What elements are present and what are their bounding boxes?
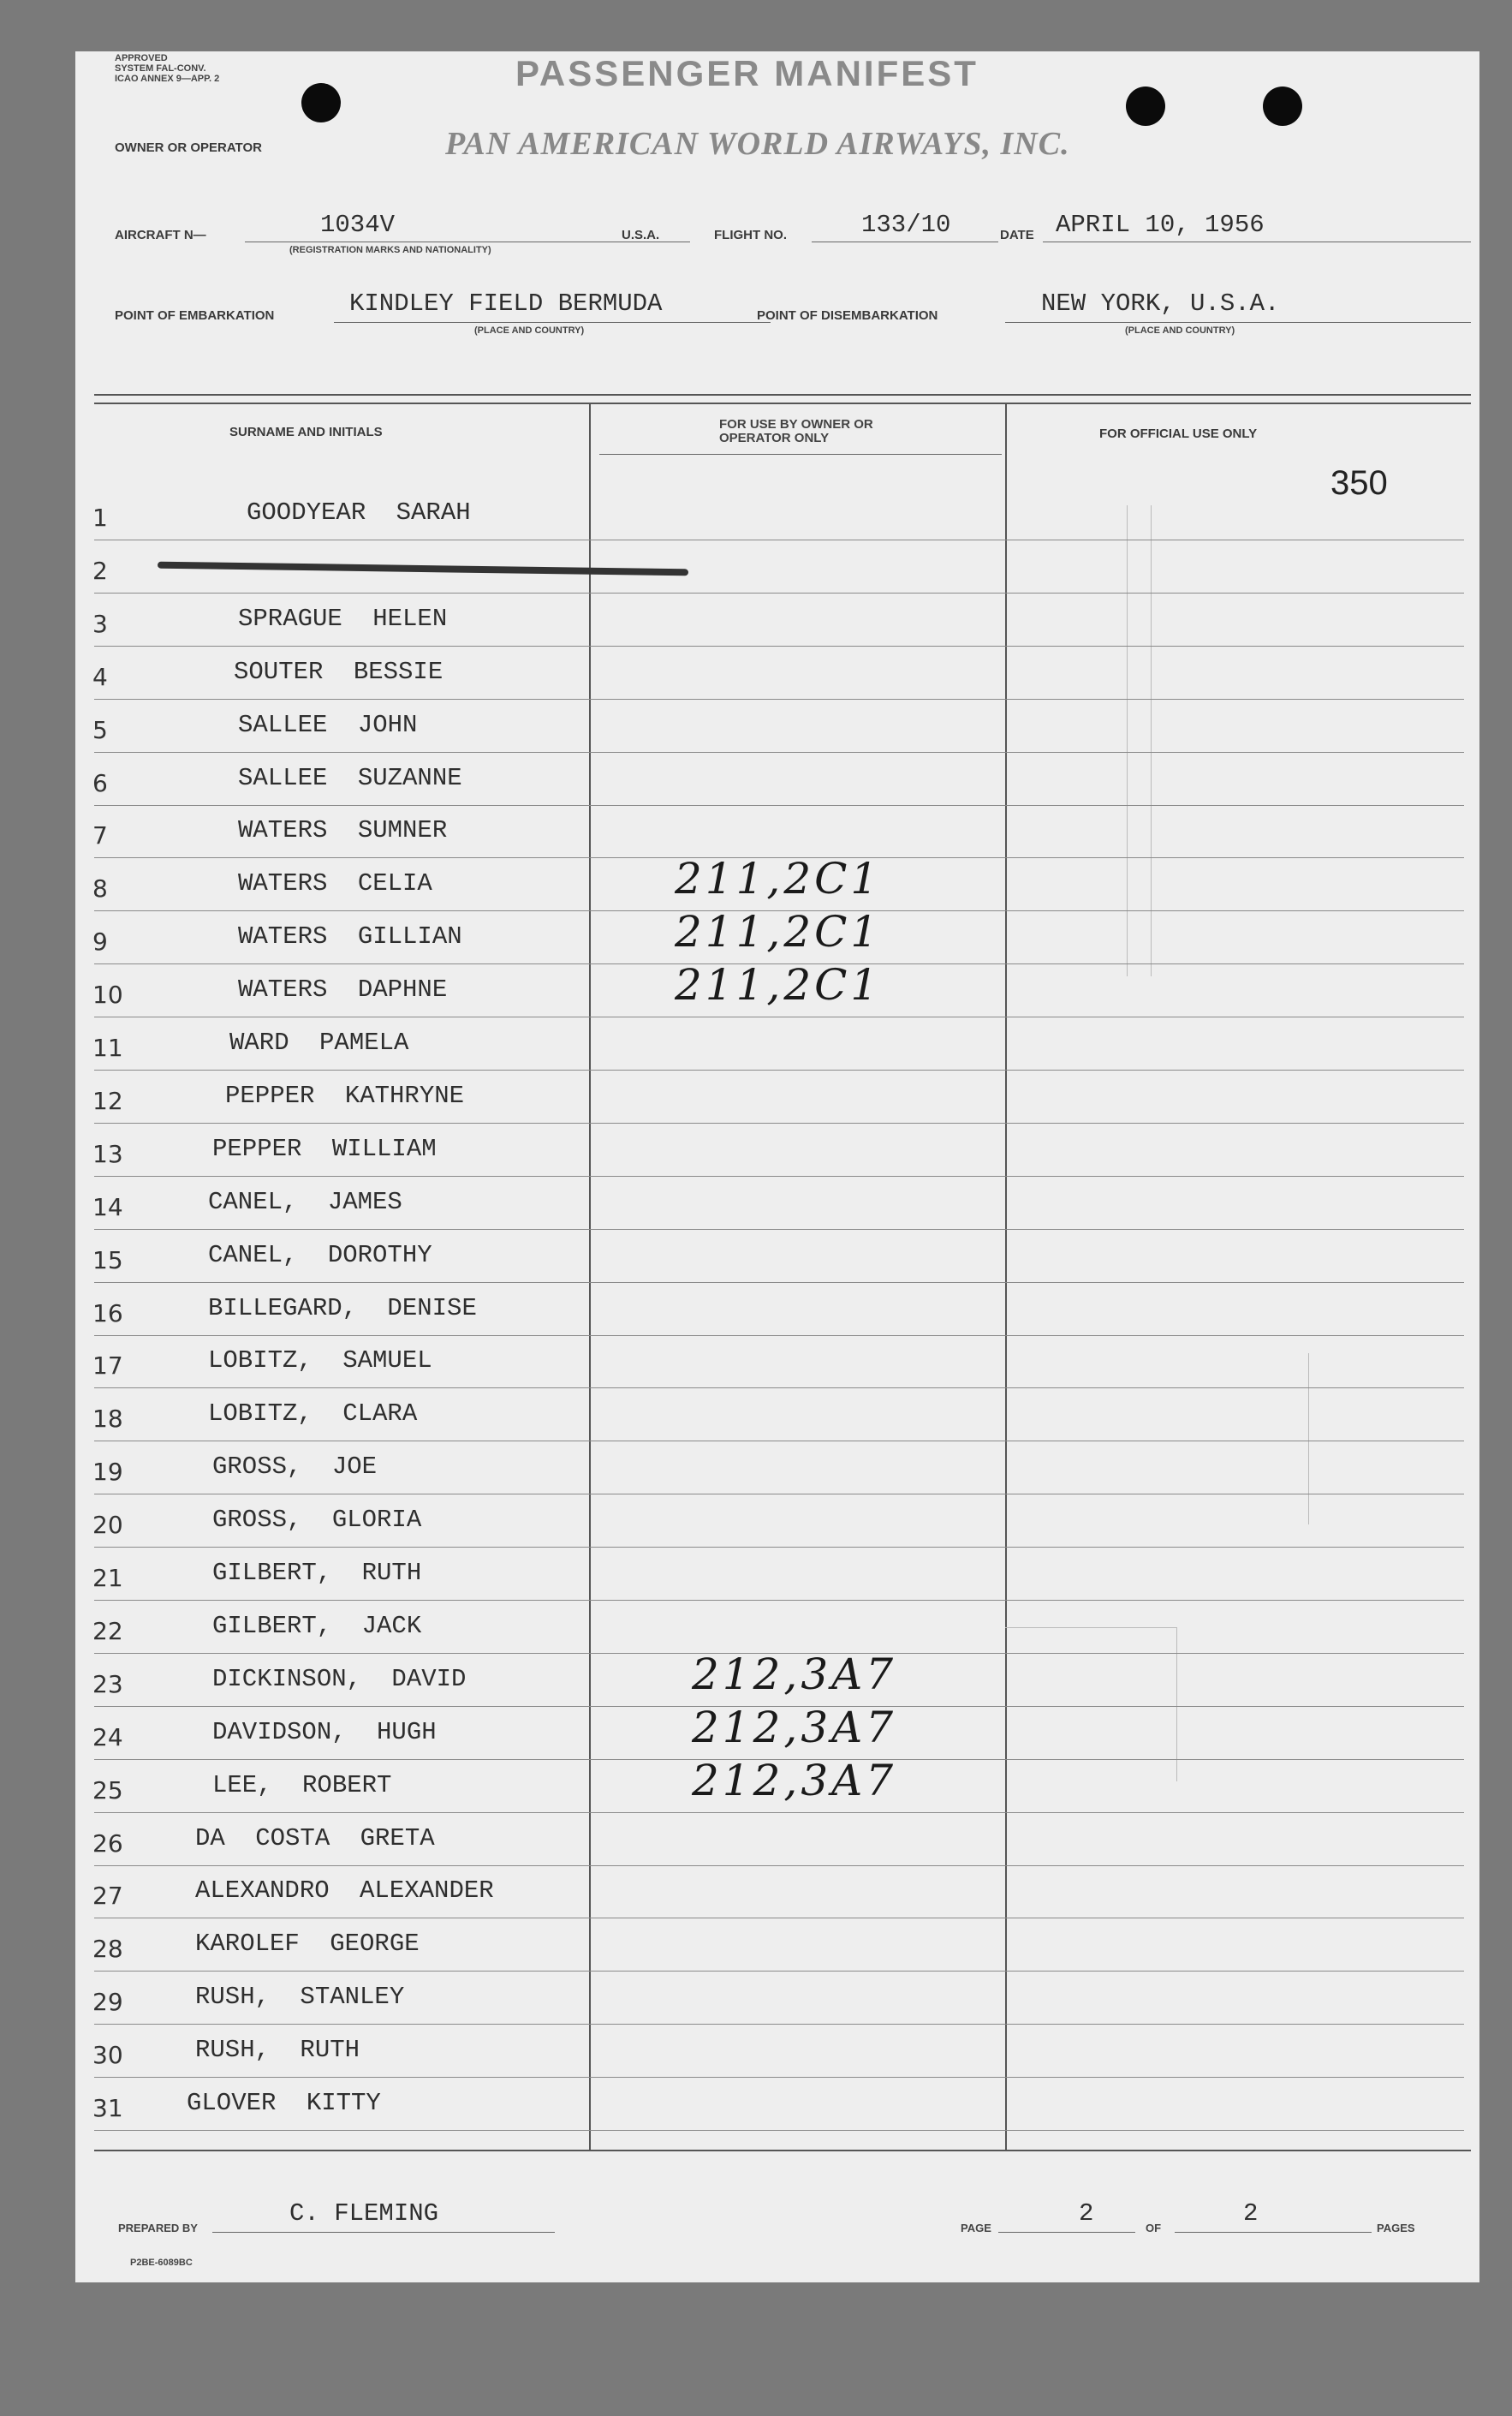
- passenger-name: WATERS GILLIAN: [238, 922, 462, 951]
- owner-code: 211,2C1: [675, 907, 882, 957]
- owner-code: 211,2C1: [675, 960, 882, 1010]
- official-box-edge-4: [1176, 1627, 1177, 1781]
- official-box-edge-1: [1127, 505, 1128, 976]
- passenger-name: GROSS, GLORIA: [212, 1506, 422, 1534]
- column-divider-1: [589, 403, 591, 2150]
- passenger-name: DA COSTA GRETA: [195, 1824, 435, 1852]
- passenger-name: RUSH, STANLEY: [195, 1983, 405, 2011]
- prepared-value: C. FLEMING: [289, 2199, 439, 2228]
- row-rule: [94, 1387, 1464, 1388]
- approval-line-3: ICAO ANNEX 9—APP. 2: [115, 74, 220, 84]
- aircraft-label: AIRCRAFT N—: [115, 228, 206, 242]
- page-label: PAGE: [961, 2222, 991, 2234]
- approval-line-2: SYSTEM FAL-CONV.: [115, 63, 206, 74]
- row-number: 17: [92, 1351, 123, 1380]
- table-header-rule: [94, 403, 1471, 404]
- official-box-rule: [1005, 1627, 1176, 1628]
- operator-name: PAN AMERICAN WORLD AIRWAYS, INC.: [445, 126, 1070, 162]
- passenger-name: RUSH, RUTH: [195, 2036, 360, 2064]
- disembark-label: POINT OF DISEMBARKATION: [757, 308, 938, 323]
- owner-label: OWNER OR OPERATOR: [115, 140, 262, 155]
- row-number: 22: [92, 1617, 123, 1645]
- col-surname-header: SURNAME AND INITIALS: [229, 425, 383, 439]
- flight-label: FLIGHT NO.: [714, 228, 787, 242]
- row-number: 2: [92, 557, 108, 585]
- row-rule: [94, 1600, 1464, 1601]
- col-owner-header: FOR USE BY OWNER OR OPERATOR ONLY: [719, 417, 873, 445]
- row-rule: [94, 1971, 1464, 1972]
- page-title: PASSENGER MANIFEST: [515, 53, 979, 93]
- owner-code: 212,3A7: [692, 1756, 897, 1805]
- row-number: 28: [92, 1935, 123, 1963]
- aircraft-value: 1034V: [320, 211, 396, 239]
- row-rule: [94, 1176, 1464, 1177]
- row-number: 6: [92, 769, 108, 797]
- row-rule: [94, 1547, 1464, 1548]
- prepared-label: PREPARED BY: [118, 2222, 198, 2234]
- column-divider-2: [1005, 403, 1007, 2150]
- row-rule: [94, 1070, 1464, 1071]
- row-number: 18: [92, 1405, 123, 1433]
- table-top-rule: [94, 394, 1471, 396]
- row-number: 8: [92, 874, 108, 903]
- usa-label: U.S.A.: [622, 228, 660, 242]
- registration-caption: (REGISTRATION MARKS AND NATIONALITY): [289, 245, 491, 255]
- row-number: 20: [92, 1511, 123, 1539]
- total-underline: [1175, 2232, 1372, 2233]
- passenger-name: PEPPER KATHRYNE: [225, 1082, 465, 1110]
- owner-code: 212,3A7: [692, 1649, 897, 1699]
- row-number: 14: [92, 1193, 123, 1221]
- date-value: APRIL 10, 1956: [1056, 211, 1265, 239]
- passenger-name: SPRAGUE HELEN: [238, 605, 448, 633]
- passenger-name: LOBITZ, CLARA: [208, 1399, 418, 1428]
- row-number: 1: [92, 504, 108, 532]
- row-number: 12: [92, 1087, 123, 1115]
- passenger-name: DICKINSON, DAVID: [212, 1665, 467, 1693]
- page-underline: [998, 2232, 1135, 2233]
- row-number: 25: [92, 1776, 123, 1805]
- row-number: 24: [92, 1723, 123, 1751]
- passenger-name: BILLEGARD, DENISE: [208, 1294, 477, 1322]
- passenger-name: GOODYEAR SARAH: [247, 498, 471, 527]
- passenger-name: DAVIDSON, HUGH: [212, 1718, 437, 1746]
- punch-hole-left: [301, 83, 341, 122]
- manifest-sheet: [75, 51, 1479, 2282]
- row-rule: [94, 593, 1464, 594]
- of-label: OF: [1146, 2222, 1162, 2234]
- row-rule: [94, 1812, 1464, 1813]
- row-rule: [94, 1282, 1464, 1283]
- row-number: 21: [92, 1564, 123, 1592]
- passenger-name: CANEL, DOROTHY: [208, 1241, 432, 1269]
- row-number: 19: [92, 1458, 123, 1486]
- embark-label: POINT OF EMBARKATION: [115, 308, 275, 323]
- passenger-name: CANEL, JAMES: [208, 1188, 402, 1216]
- flight-value: 133/10: [861, 211, 951, 239]
- row-number: 16: [92, 1299, 123, 1327]
- passenger-name: KAROLEF GEORGE: [195, 1930, 420, 1958]
- embark-underline: [334, 322, 771, 323]
- passenger-name: GROSS, JOE: [212, 1453, 378, 1481]
- passenger-name: WARD PAMELA: [229, 1029, 409, 1057]
- row-number: 4: [92, 663, 108, 691]
- row-rule: [94, 1229, 1464, 1230]
- passenger-name: PEPPER WILLIAM: [212, 1135, 437, 1163]
- row-number: 27: [92, 1882, 123, 1910]
- row-number: 23: [92, 1670, 123, 1698]
- disembark-value: NEW YORK, U.S.A.: [1041, 289, 1280, 318]
- row-rule: [94, 2130, 1464, 2131]
- row-number: 9: [92, 928, 108, 956]
- passenger-name: WATERS DAPHNE: [238, 975, 448, 1004]
- row-rule: [94, 646, 1464, 647]
- official-note: 350: [1330, 464, 1388, 502]
- row-rule: [94, 2024, 1464, 2025]
- row-number: 5: [92, 716, 108, 744]
- row-number: 15: [92, 1246, 123, 1274]
- row-rule: [94, 699, 1464, 700]
- passenger-name: LEE, ROBERT: [212, 1771, 392, 1799]
- passenger-name: ALEXANDRO ALEXANDER: [195, 1876, 494, 1905]
- row-number: 29: [92, 1988, 123, 2016]
- row-number: 10: [92, 981, 123, 1009]
- passenger-name: LOBITZ, SAMUEL: [208, 1346, 432, 1375]
- official-box-edge-3: [1308, 1353, 1309, 1524]
- owner-code: 212,3A7: [692, 1703, 897, 1752]
- date-label: DATE: [1000, 228, 1034, 242]
- approval-line-1: APPROVED: [115, 53, 168, 63]
- row-rule: [94, 1335, 1464, 1336]
- passenger-name: WATERS CELIA: [238, 869, 432, 898]
- embark-caption: (PLACE AND COUNTRY): [474, 325, 585, 336]
- total-pages-value: 2: [1243, 2199, 1259, 2228]
- row-rule: [94, 2077, 1464, 2078]
- row-rule: [94, 1865, 1464, 1866]
- punch-hole-right-1: [1126, 86, 1165, 126]
- punch-hole-right-2: [1263, 86, 1302, 126]
- strikeout-scribble: [158, 562, 688, 576]
- passenger-name: SOUTER BESSIE: [234, 658, 443, 686]
- passenger-name: WATERS SUMNER: [238, 816, 448, 844]
- form-code: P2BE-6089BC: [130, 2258, 193, 2268]
- table-bottom-rule: [94, 2150, 1471, 2151]
- owner-header-rule: [599, 454, 1002, 455]
- row-number: 13: [92, 1140, 123, 1168]
- pages-label: PAGES: [1377, 2222, 1415, 2234]
- row-rule: [94, 805, 1464, 806]
- col-official-header: FOR OFFICIAL USE ONLY: [1099, 427, 1258, 441]
- embark-value: KINDLEY FIELD BERMUDA: [349, 289, 663, 318]
- passenger-name: GILBERT, JACK: [212, 1612, 422, 1640]
- passenger-name: GILBERT, RUTH: [212, 1559, 422, 1587]
- official-box-edge-2: [1151, 505, 1152, 976]
- row-number: 31: [92, 2094, 123, 2122]
- prepared-underline: [212, 2232, 555, 2233]
- row-number: 26: [92, 1829, 123, 1858]
- row-number: 30: [92, 2041, 123, 2069]
- page-value: 2: [1079, 2199, 1094, 2228]
- passenger-name: GLOVER KITTY: [187, 2089, 381, 2117]
- row-number: 3: [92, 610, 108, 638]
- passenger-name: SALLEE SUZANNE: [238, 764, 462, 792]
- row-number: 11: [92, 1034, 123, 1062]
- row-number: 7: [92, 821, 108, 850]
- disembark-underline: [1005, 322, 1471, 323]
- passenger-name: SALLEE JOHN: [238, 711, 418, 739]
- owner-code: 211,2C1: [675, 854, 882, 904]
- disembark-caption: (PLACE AND COUNTRY): [1125, 325, 1235, 336]
- row-rule: [94, 1123, 1464, 1124]
- row-rule: [94, 752, 1464, 753]
